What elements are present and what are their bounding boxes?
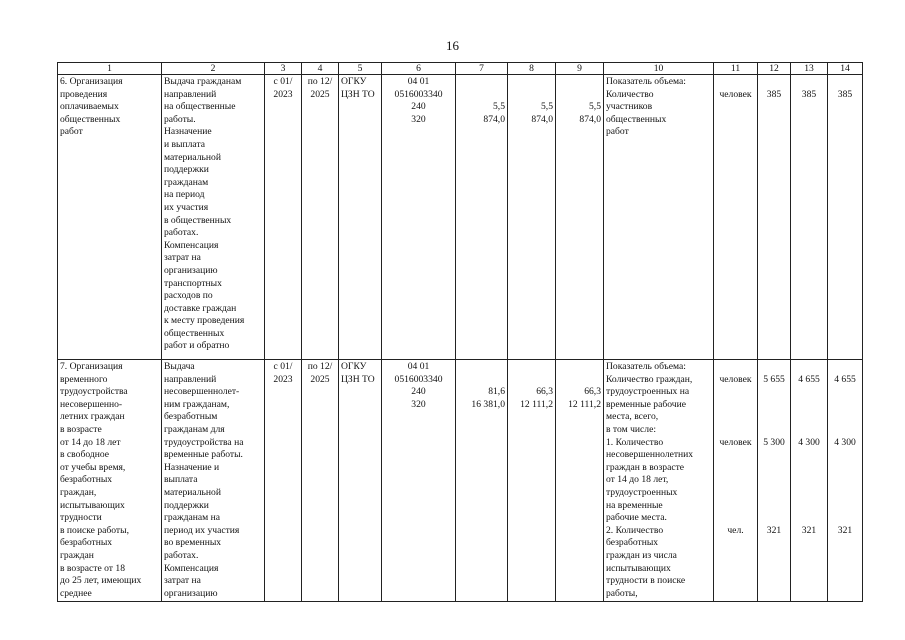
amount-cell: 5,5 874,0 — [556, 75, 604, 360]
header-cell: 4 — [302, 63, 339, 75]
unit-cell: человек человек чел. — [714, 360, 758, 602]
description-cell: Выдача направлений несовершеннолет- ним гражданам, безработным гражданам для трудоустройства на временные работы. Назначение и выплата материальной поддержки гражданам на период их участия во временных работах. Компенсация затрат на организацию — [162, 360, 265, 602]
header-cell: 2 — [162, 63, 265, 75]
event-name-cell: 7. Организация временного трудоустройства несовершенно- летних граждан в возрасте от 14 до 18 лет в свободное от учебы время, безработных граждан, испытывающих трудности в поиске работы, безработных граждан в возрасте от 18 до 25 лет, имеющих среднее — [58, 360, 162, 602]
header-cell: 14 — [828, 63, 863, 75]
value-cell: 385 — [758, 75, 791, 360]
value-cell: 385 — [828, 75, 863, 360]
header-cell: 6 — [382, 63, 456, 75]
end-date-cell: по 12/ 2025 — [302, 360, 339, 602]
executor-cell: ОГКУ ЦЗН ТО — [339, 360, 382, 602]
start-date-cell: с 01/ 2023 — [265, 360, 302, 602]
indicator-cell: Показатель объема: Количество граждан, трудоустроенных на временные рабочие места, всего, в том числе: 1. Количество несовершеннолетних граждан в возрасте от 14 до 18 лет, трудоустроенных на временные рабочие места. 2. Количество безработных граждан из числа испытывающих трудности в поиске работы, — [604, 360, 714, 602]
header-cell: 3 — [265, 63, 302, 75]
table-row — [58, 75, 863, 360]
value-cell: 4 655 4 300 321 — [791, 360, 828, 602]
event-name-cell: 6. Организация проведения оплачиваемых общественных работ — [58, 75, 162, 360]
budget-code-cell: 04 01 0516003340 240 320 — [382, 360, 456, 602]
header-cell: 11 — [714, 63, 758, 75]
header-cell: 5 — [339, 63, 382, 75]
header-cell: 9 — [556, 63, 604, 75]
table-row — [58, 360, 863, 602]
budget-code-cell: 04 01 0516003340 240 320 — [382, 75, 456, 360]
plan-table — [57, 62, 863, 602]
header-cell: 13 — [791, 63, 828, 75]
header-cell: 7 — [456, 63, 508, 75]
amount-cell: 66,3 12 111,2 — [508, 360, 556, 602]
header-cell: 12 — [758, 63, 791, 75]
value-cell: 4 655 4 300 321 — [828, 360, 863, 602]
description-cell: Выдача гражданам направлений на общественные работы. Назначение и выплата материальной поддержки гражданам на период их участия в общественных работах. Компенсация затрат на организацию транспортных расходов по доставке граждан к месту проведения общественных работ и обратно — [162, 75, 265, 360]
value-cell: 5 655 5 300 321 — [758, 360, 791, 602]
amount-cell: 5,5 874,0 — [456, 75, 508, 360]
amount-cell: 5,5 874,0 — [508, 75, 556, 360]
page-number: 16 — [446, 38, 459, 53]
header-cell: 8 — [508, 63, 556, 75]
header-row — [58, 63, 863, 75]
unit-cell: человек — [714, 75, 758, 360]
amount-cell: 66,3 12 111,2 — [556, 360, 604, 602]
amount-cell: 81,6 16 381,0 — [456, 360, 508, 602]
start-date-cell: с 01/ 2023 — [265, 75, 302, 360]
value-cell: 385 — [791, 75, 828, 360]
indicator-cell: Показатель объема: Количество участников общественных работ — [604, 75, 714, 360]
end-date-cell: по 12/ 2025 — [302, 75, 339, 360]
header-cell: 10 — [604, 63, 714, 75]
header-cell: 1 — [58, 63, 162, 75]
executor-cell: ОГКУ ЦЗН ТО — [339, 75, 382, 360]
